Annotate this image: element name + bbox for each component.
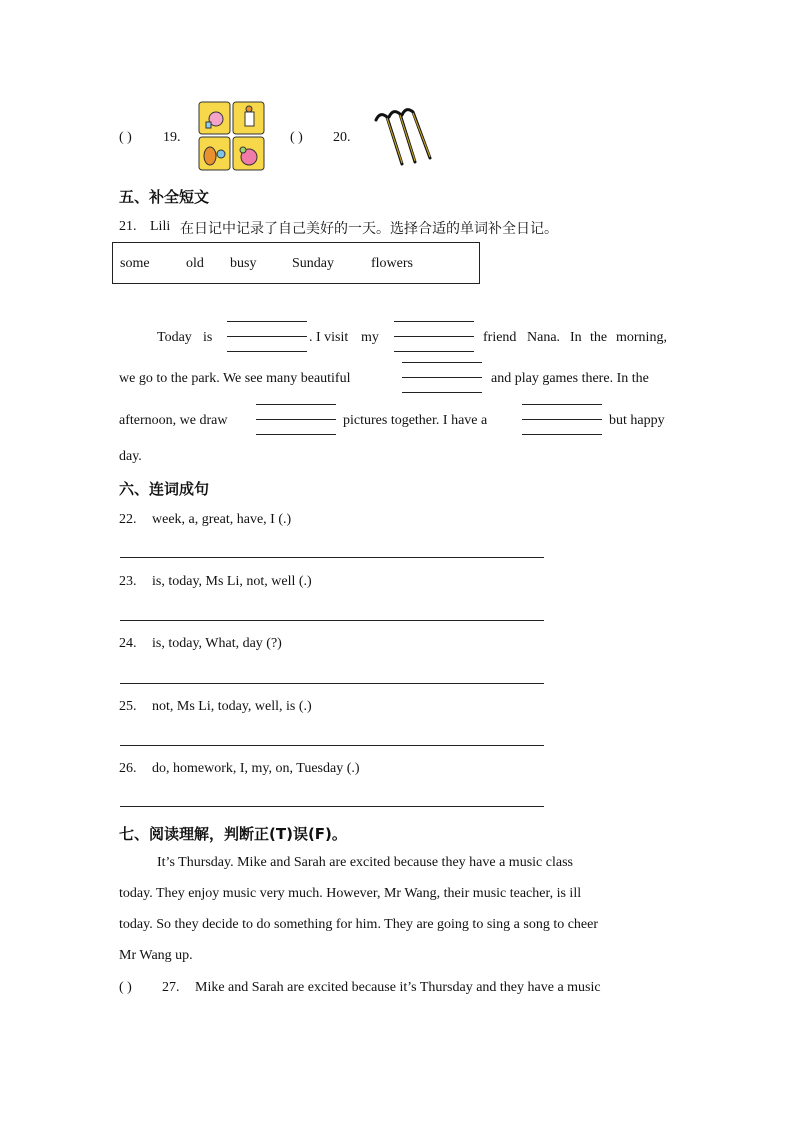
passage-text: In bbox=[570, 330, 582, 345]
q19-number: 19. bbox=[163, 130, 181, 145]
reading-passage-line: Mr Wang up. bbox=[119, 948, 193, 963]
q26-words: do, homework, I, my, on, Tuesday (.) bbox=[152, 761, 360, 776]
q21-number: 21. bbox=[119, 219, 137, 234]
passage-text: is bbox=[203, 330, 213, 345]
q23-number: 23. bbox=[119, 574, 137, 589]
q22-number: 22. bbox=[119, 512, 137, 527]
passage-text: my bbox=[361, 330, 379, 345]
q27-number: 27. bbox=[162, 980, 180, 995]
q27-statement: Mike and Sarah are excited because it’s Thursday and they have a music bbox=[195, 980, 601, 995]
q21-instruction-name: Lili bbox=[150, 219, 171, 234]
reading-passage-line: today. So they decide to do something for him. They are going to sing a song to cheer bbox=[119, 917, 599, 932]
section7-title: 七、阅读理解，判断正(T)误(F)。 bbox=[119, 825, 347, 843]
answer-line-26[interactable] bbox=[120, 806, 544, 807]
q24-words: is, today, What, day (?) bbox=[152, 636, 282, 651]
passage-text: pictures together. I have a bbox=[343, 413, 488, 428]
answer-line-24[interactable] bbox=[120, 683, 544, 684]
q25-words: not, Ms Li, today, well, is (.) bbox=[152, 699, 312, 714]
answer-line-25[interactable] bbox=[120, 745, 544, 746]
q20-paren: ( ) bbox=[290, 130, 303, 145]
q25-number: 25. bbox=[119, 699, 137, 714]
q21-instruction: 在日记中记录了自己美好的一天。选择合适的单词补全日记。 bbox=[180, 221, 558, 237]
word-bank bbox=[112, 242, 480, 284]
passage-text: Today bbox=[157, 330, 192, 345]
q23-words: is, today, Ms Li, not, well (.) bbox=[152, 574, 312, 589]
section6-title: 六、连词成句 bbox=[119, 480, 210, 498]
answer-blank-5[interactable] bbox=[522, 404, 602, 434]
q26-number: 26. bbox=[119, 761, 137, 776]
answer-blank-2[interactable] bbox=[394, 321, 474, 351]
passage-text: we go to the park. We see many beautiful bbox=[119, 371, 351, 386]
word-bank-item: old bbox=[186, 256, 204, 271]
answer-blank-4[interactable] bbox=[256, 404, 336, 434]
q20-picture bbox=[366, 108, 438, 170]
passage-text: morning, bbox=[616, 330, 667, 345]
q22-words: week, a, great, have, I (.) bbox=[152, 512, 292, 527]
q20-number: 20. bbox=[333, 130, 351, 145]
passage-text: the bbox=[590, 330, 608, 345]
passage-text: . I visit bbox=[309, 330, 349, 345]
passage-text: Nana. bbox=[527, 330, 561, 345]
passage-text: but happy bbox=[609, 413, 665, 428]
q19-paren: ( ) bbox=[119, 130, 132, 145]
answer-blank-1[interactable] bbox=[227, 321, 307, 351]
q27-paren[interactable]: ( ) bbox=[119, 980, 132, 995]
passage-text: day. bbox=[119, 449, 142, 464]
reading-passage-line: today. They enjoy music very much. However, Mr Wang, their music teacher, is ill bbox=[119, 886, 582, 901]
q24-number: 24. bbox=[119, 636, 137, 651]
reading-passage-line: It’s Thursday. Mike and Sarah are excited because they have a music class bbox=[157, 855, 573, 870]
answer-line-22[interactable] bbox=[120, 557, 544, 558]
passage-text: and play games there. In the bbox=[491, 371, 649, 386]
passage-text: afternoon, we draw bbox=[119, 413, 228, 428]
answer-line-23[interactable] bbox=[120, 620, 544, 621]
word-bank-item: Sunday bbox=[292, 256, 334, 271]
q19-picture bbox=[198, 101, 266, 171]
section5-title: 五、补全短文 bbox=[119, 188, 210, 206]
word-bank-item: flowers bbox=[371, 256, 413, 271]
word-bank-item: some bbox=[120, 256, 150, 271]
passage-text: friend bbox=[483, 330, 517, 345]
answer-blank-3[interactable] bbox=[402, 362, 482, 392]
word-bank-item: busy bbox=[230, 256, 257, 271]
